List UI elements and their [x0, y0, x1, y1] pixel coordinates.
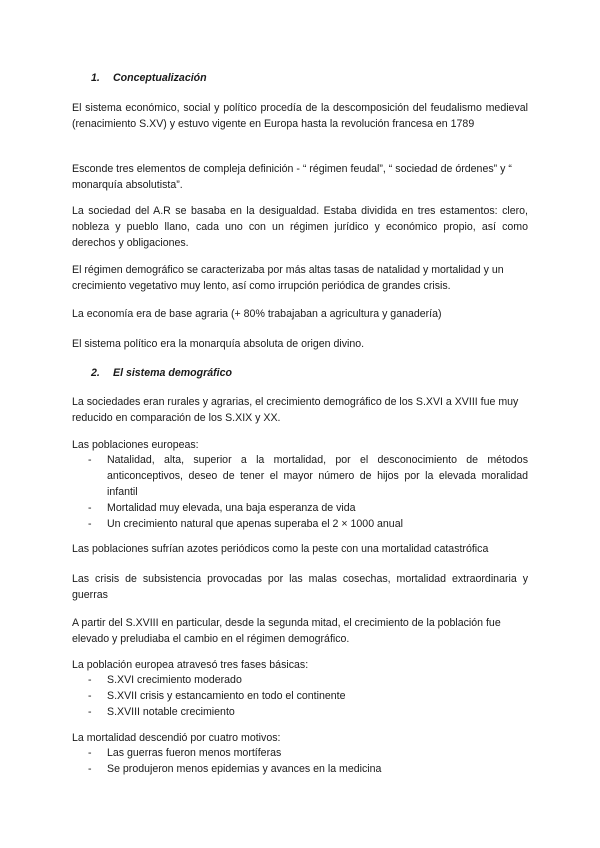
list-item: - S.XVIII notable crecimiento: [88, 704, 528, 720]
paragraph-feudalismo: El sistema económico, social y político procedía de la descomposición del feudalismo medieval (renacimiento S.XV) y estuvo vigente en Europa hasta la revolución francesa en 1789: [72, 102, 528, 130]
poblaciones-label: Las poblaciones europeas:: [72, 439, 199, 451]
list-item: - Un crecimiento natural que apenas superaba el 2 × 1000 anual: [88, 516, 528, 532]
section-2-number: 2.: [91, 367, 100, 379]
list-item: - S.XVII crisis y estancamiento en todo el continente: [88, 688, 528, 704]
list-item: - Natalidad, alta, superior a la mortalidad, por el desconocimiento de métodos anticonceptivos, deseo de tener el mayor número de hijos por la elevada moralidad infantil: [88, 452, 528, 500]
paragraph-demografico: El régimen demográfico se caracterizaba por más altas tasas de natalidad y mortalidad y un crecimiento vegetativo muy lento, así como irrupción periódica de grandes crisis.: [72, 264, 504, 292]
fases-list: [88, 672, 528, 720]
mortalidad-list: [88, 745, 528, 777]
section-1-number: 1.: [91, 72, 100, 84]
paragraph-azotes: Las poblaciones sufrían azotes periódicos como la peste con una mortalidad catastrófica: [72, 543, 489, 555]
poblaciones-list: [88, 452, 528, 532]
paragraph-politico: El sistema político era la monarquía absoluta de origen divino.: [72, 338, 365, 350]
fases-label: La población europea atravesó tres fases básicas:: [72, 659, 309, 671]
section-1-heading: [91, 70, 207, 86]
mortalidad-label: La mortalidad descendió por cuatro motivos:: [72, 732, 281, 744]
section-2-title: El sistema demográfico: [113, 367, 232, 379]
list-item: - Se produjeron menos epidemias y avances en la medicina: [88, 761, 528, 777]
list-item: - Las guerras fueron menos mortíferas: [88, 745, 528, 761]
paragraph-sociedad: La sociedad del A.R se basaba en la desigualdad. Estaba dividida en tres estamentos: clero, nobleza y pueblo llano, cada uno con un régimen jurídico y económico propio, así como derechos y obligaciones.: [72, 205, 528, 249]
paragraph-rurales: La sociedades eran rurales y agrarias, el crecimiento demográfico de los S.XVI a XVIII fue muy reducido en comparación de los S.XIX y XX.: [72, 396, 519, 424]
section-2-heading: [91, 365, 232, 381]
paragraph-economia: La economía era de base agraria (+ 80% trabajaban a agricultura y ganadería): [72, 308, 442, 320]
list-item: - Mortalidad muy elevada, una baja esperanza de vida: [88, 500, 528, 516]
list-item: - S.XVI crecimiento moderado: [88, 672, 528, 688]
section-1-title: Conceptualización: [113, 72, 207, 84]
paragraph-crisis: Las crisis de subsistencia provocadas por las malas cosechas, mortalidad extraordinaria y guerras: [72, 573, 528, 601]
paragraph-sxviii: A partir del S.XVIII en particular, desde la segunda mitad, el crecimiento de la población fue elevado y preludiaba el cambio en el régimen demográfico.: [72, 617, 501, 645]
paragraph-elementos: Esconde tres elementos de compleja definición - “ régimen feudal”, “ sociedad de órdenes” y “ monarquía absolutista”.: [72, 163, 512, 191]
